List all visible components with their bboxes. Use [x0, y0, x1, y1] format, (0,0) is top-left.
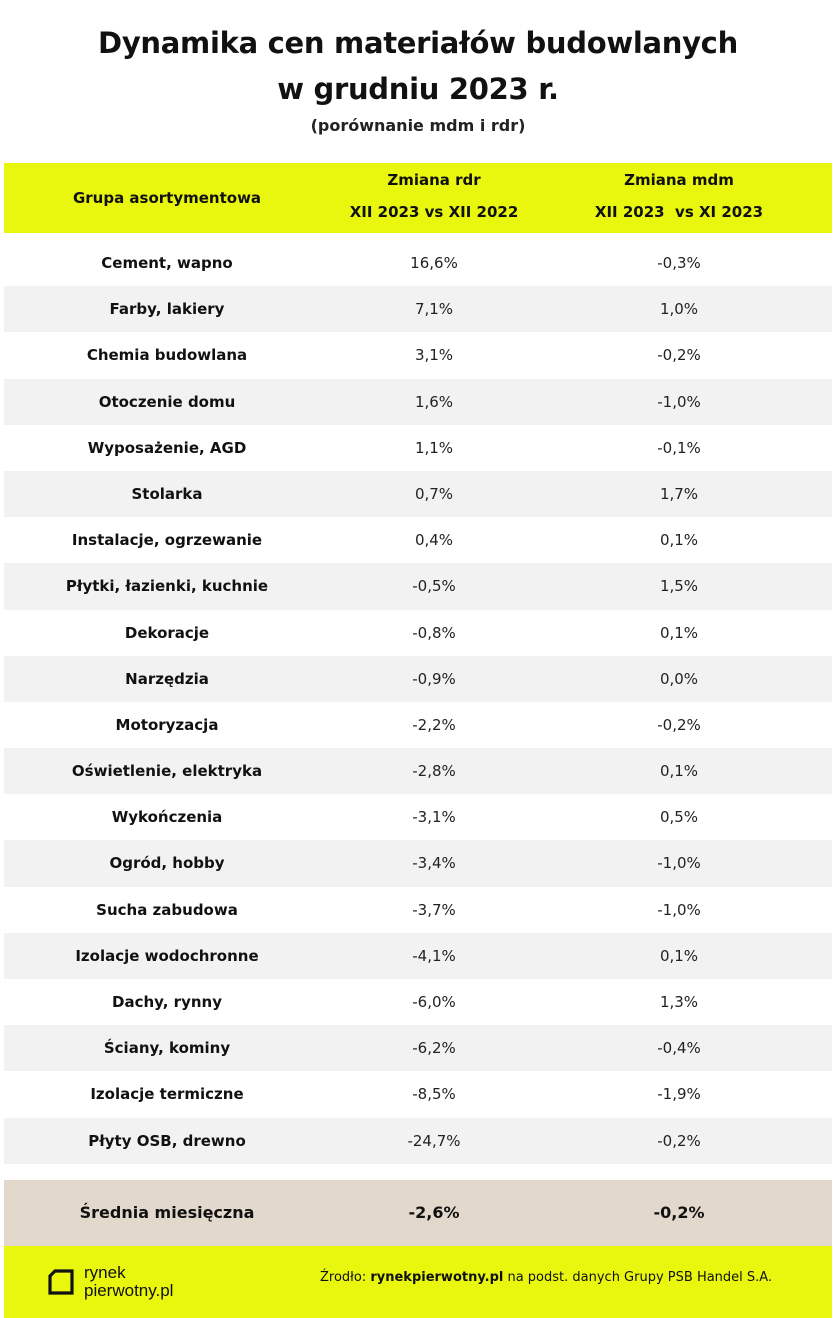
row-group-label: Instalacje, ogrzewanie	[71, 531, 263, 550]
row-mdm-value: 0,1%	[659, 531, 699, 550]
header-rdr-period: XII 2023 vs XII 2022	[349, 203, 519, 221]
row-rdr-value: 1,6%	[414, 392, 454, 411]
row-mdm-value: -1,9%	[657, 1085, 701, 1104]
table-row	[4, 656, 832, 702]
row-group-label: Oświetlenie, elektryka	[71, 762, 263, 781]
row-group-label: Sucha zabudowa	[96, 900, 238, 919]
table-row	[4, 840, 832, 886]
row-group-label: Ogród, hobby	[109, 854, 225, 873]
footer	[4, 1246, 832, 1318]
row-mdm-value: -1,0%	[657, 854, 701, 873]
average-rdr: -2,6%	[408, 1203, 460, 1222]
source-note	[320, 1270, 772, 1285]
row-mdm-value: 0,1%	[659, 762, 699, 781]
table-row	[4, 979, 832, 1025]
row-mdm-value: -0,2%	[657, 715, 701, 734]
row-mdm-value: -0,2%	[657, 346, 701, 365]
table-header	[4, 163, 832, 233]
row-rdr-value: -3,1%	[412, 808, 456, 827]
table-row	[4, 425, 832, 471]
row-group-label: Wykończenia	[111, 808, 223, 827]
row-mdm-value: 1,7%	[659, 484, 699, 503]
table-row	[4, 794, 832, 840]
table-row	[4, 1118, 832, 1164]
row-group-label: Płytki, łazienki, kuchnie	[65, 577, 269, 596]
row-rdr-value: 1,1%	[414, 438, 454, 457]
row-rdr-value: -6,2%	[412, 1039, 456, 1058]
row-rdr-value: 7,1%	[414, 300, 454, 319]
row-group-label: Płyty OSB, drewno	[88, 1131, 246, 1150]
header-mdm-period: XII 2023 vs XI 2023	[594, 203, 764, 221]
row-group-label: Wyposażenie, AGD	[87, 438, 247, 457]
row-mdm-value: -1,0%	[657, 392, 701, 411]
row-group-label: Izolacje termiczne	[90, 1085, 244, 1104]
row-rdr-value: 3,1%	[414, 346, 454, 365]
source-site: rynekpierwotny.pl	[370, 1270, 504, 1285]
row-rdr-value: -4,1%	[412, 946, 456, 965]
row-group-label: Cement, wapno	[101, 254, 233, 272]
logo-line-2	[84, 1282, 173, 1300]
row-mdm-value: 0,1%	[659, 623, 699, 642]
table-row	[4, 702, 832, 748]
table-row	[4, 887, 832, 933]
row-rdr-value: -3,4%	[412, 854, 456, 873]
table-row	[4, 471, 832, 517]
row-rdr-value: -2,8%	[412, 762, 456, 781]
table-row	[4, 610, 832, 656]
header-rdr	[309, 163, 559, 233]
row-group-label: Narzędzia	[125, 669, 209, 688]
row-rdr-value: -0,8%	[412, 623, 456, 642]
table-row	[4, 286, 832, 332]
row-group-label: Motoryzacja	[115, 715, 219, 734]
row-group-label: Otoczenie domu	[98, 392, 236, 411]
table-row	[4, 379, 832, 425]
table-row	[4, 517, 832, 563]
source-prefix: Źrodło:	[320, 1270, 371, 1285]
row-group-label: Izolacje wodochronne	[75, 946, 259, 965]
row-group-label: Farby, lakiery	[109, 300, 225, 319]
row-rdr-value: -0,5%	[412, 577, 456, 596]
average-mdm: -0,2%	[653, 1203, 705, 1222]
row-rdr-value: 16,6%	[410, 254, 458, 272]
row-mdm-value: -0,1%	[657, 438, 701, 457]
table-row	[4, 1025, 832, 1071]
logo-line-1: rynek	[84, 1263, 126, 1282]
chart-title	[0, 20, 836, 112]
row-rdr-value: -0,9%	[412, 669, 456, 688]
row-rdr-value: -6,0%	[412, 993, 456, 1011]
header-mdm-title: Zmiana mdm	[624, 171, 734, 189]
row-group-label: Ściany, kominy	[103, 1039, 231, 1058]
logo-suffix: .pl	[155, 1281, 174, 1300]
row-mdm-value: 0,0%	[659, 669, 699, 688]
row-rdr-value: -24,7%	[407, 1131, 461, 1150]
row-mdm-value: 1,0%	[659, 300, 699, 319]
row-mdm-value: -0,4%	[657, 1039, 701, 1058]
header-mdm	[554, 163, 804, 233]
header-group: Grupa asortymentowa	[72, 189, 262, 207]
table-row	[4, 240, 832, 286]
row-mdm-value: 0,1%	[659, 946, 699, 965]
row-mdm-value: 1,3%	[659, 993, 699, 1011]
header-rdr-title: Zmiana rdr	[387, 171, 481, 189]
row-rdr-value: -3,7%	[412, 900, 456, 919]
row-rdr-value: -8,5%	[412, 1085, 456, 1104]
average-label: Średnia miesięczna	[79, 1203, 255, 1222]
title-line-2: w grudniu 2023 r.	[277, 72, 559, 106]
row-group-label: Dachy, rynny	[112, 993, 222, 1011]
table-row	[4, 563, 832, 609]
row-mdm-value: -1,0%	[657, 900, 701, 919]
table-row	[4, 332, 832, 378]
row-mdm-value: 1,5%	[659, 577, 699, 596]
row-rdr-value: 0,4%	[414, 531, 454, 550]
chart-subtitle: (porównanie mdm i rdr)	[310, 116, 526, 135]
logo	[84, 1264, 173, 1300]
row-mdm-value: -0,3%	[657, 254, 701, 272]
row-group-label: Dekoracje	[124, 623, 210, 642]
source-rest: na podst. danych Grupy PSB Handel S.A.	[503, 1270, 773, 1285]
title-line-1: Dynamika cen materiałów budowlanych	[98, 26, 738, 60]
table-row	[4, 748, 832, 794]
logo-icon	[48, 1269, 74, 1295]
table-row	[4, 1071, 832, 1117]
average-row	[4, 1180, 832, 1246]
row-mdm-value: 0,5%	[659, 808, 699, 827]
table-row	[4, 933, 832, 979]
table-body	[4, 240, 832, 1164]
row-rdr-value: 0,7%	[414, 484, 454, 503]
row-rdr-value: -2,2%	[412, 715, 456, 734]
logo-line-2-main: pierwotny	[84, 1281, 156, 1300]
row-group-label: Stolarka	[131, 484, 203, 503]
row-group-label: Chemia budowlana	[86, 346, 248, 365]
row-mdm-value: -0,2%	[657, 1131, 701, 1150]
